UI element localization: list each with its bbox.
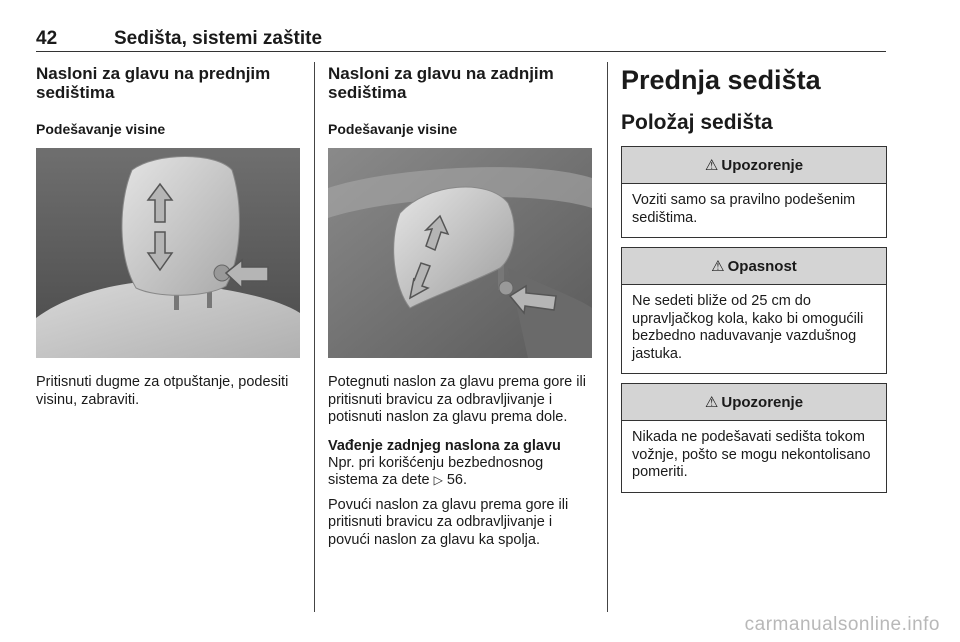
rear-removal-text (328, 455, 596, 490)
column-front-seats (621, 64, 887, 493)
column-divider (314, 62, 315, 612)
rear-headrest-heading: Nasloni za glavu na zadnjim sedištima (328, 64, 554, 102)
rear-headrest-caption: Potegnuti naslon za glavu prema gore ili pritisnuti bravicu za odbravljivanje i potisnuti naslon za glavu prema dole. (328, 374, 586, 425)
warning-box-2-text: Nikada ne podešavati sedišta tokom vožnje, pošto se mogu nekontolisano pomeriti. (632, 429, 871, 480)
warning-box (621, 146, 887, 238)
rear-removal-text-2: Povući naslon za glavu prema gore ili pritisnuti bravicu za odbravljivanje i povući naslon za glavu ka spolja. (328, 496, 569, 548)
warning-triangle-icon: ⚠ (704, 157, 719, 174)
front-headrest-heading: Nasloni za glavu na prednjim sedištima (36, 64, 271, 102)
rear-removal-ref-page: 56. (442, 472, 467, 488)
warning-box-2 (621, 383, 887, 493)
column-front-headrests (36, 64, 301, 409)
warning-triangle-icon: ⚠ (704, 394, 719, 411)
warning-box-text: Voziti samo sa pravilno podešenim sedištima. (632, 192, 856, 226)
warning-box-label: Upozorenje (721, 156, 804, 174)
rear-headrest-illustration (328, 148, 592, 358)
front-headrest-caption: Pritisnuti dugme za otpuštanje, podesiti visinu, zabraviti. (36, 374, 289, 408)
front-seats-title: Prednja sedišta (621, 65, 821, 95)
danger-box-header (622, 248, 886, 285)
front-headrest-illustration (36, 148, 300, 358)
warning-triangle-icon: ⚠ (711, 258, 725, 275)
warning-box-2-header (622, 384, 886, 421)
danger-box-label: Opasnost (727, 257, 797, 275)
rear-removal-text-part: Npr. pri korišćenju bezbednosnog sistema za dete (328, 454, 544, 488)
column-rear-headrests (328, 64, 596, 549)
column-divider (607, 62, 608, 612)
seat-position-title: Položaj sedišta (621, 111, 773, 134)
page-header (36, 28, 886, 50)
section-title: Sedišta, sistemi zaštite (114, 28, 323, 49)
warning-box-2-label: Upozorenje (721, 393, 804, 411)
danger-box (621, 247, 887, 374)
watermark: carmanualsonline.info (744, 614, 940, 635)
rear-removal-heading: Vađenje zadnjeg naslona za glavu (328, 437, 561, 454)
header-rule (36, 51, 886, 52)
rear-height-adjust-heading: Podešavanje visine (328, 121, 458, 137)
page-reference-icon: ▷ (433, 473, 443, 487)
warning-box-header (622, 147, 886, 184)
danger-box-text: Ne sedeti bliže od 25 cm do upravljačkog kola, kako bi omogućili bezbedno naduvavanje vazdušnog jastuka. (632, 293, 864, 362)
front-height-adjust-heading: Podešavanje visine (36, 121, 166, 137)
page-number: 42 (36, 28, 58, 49)
